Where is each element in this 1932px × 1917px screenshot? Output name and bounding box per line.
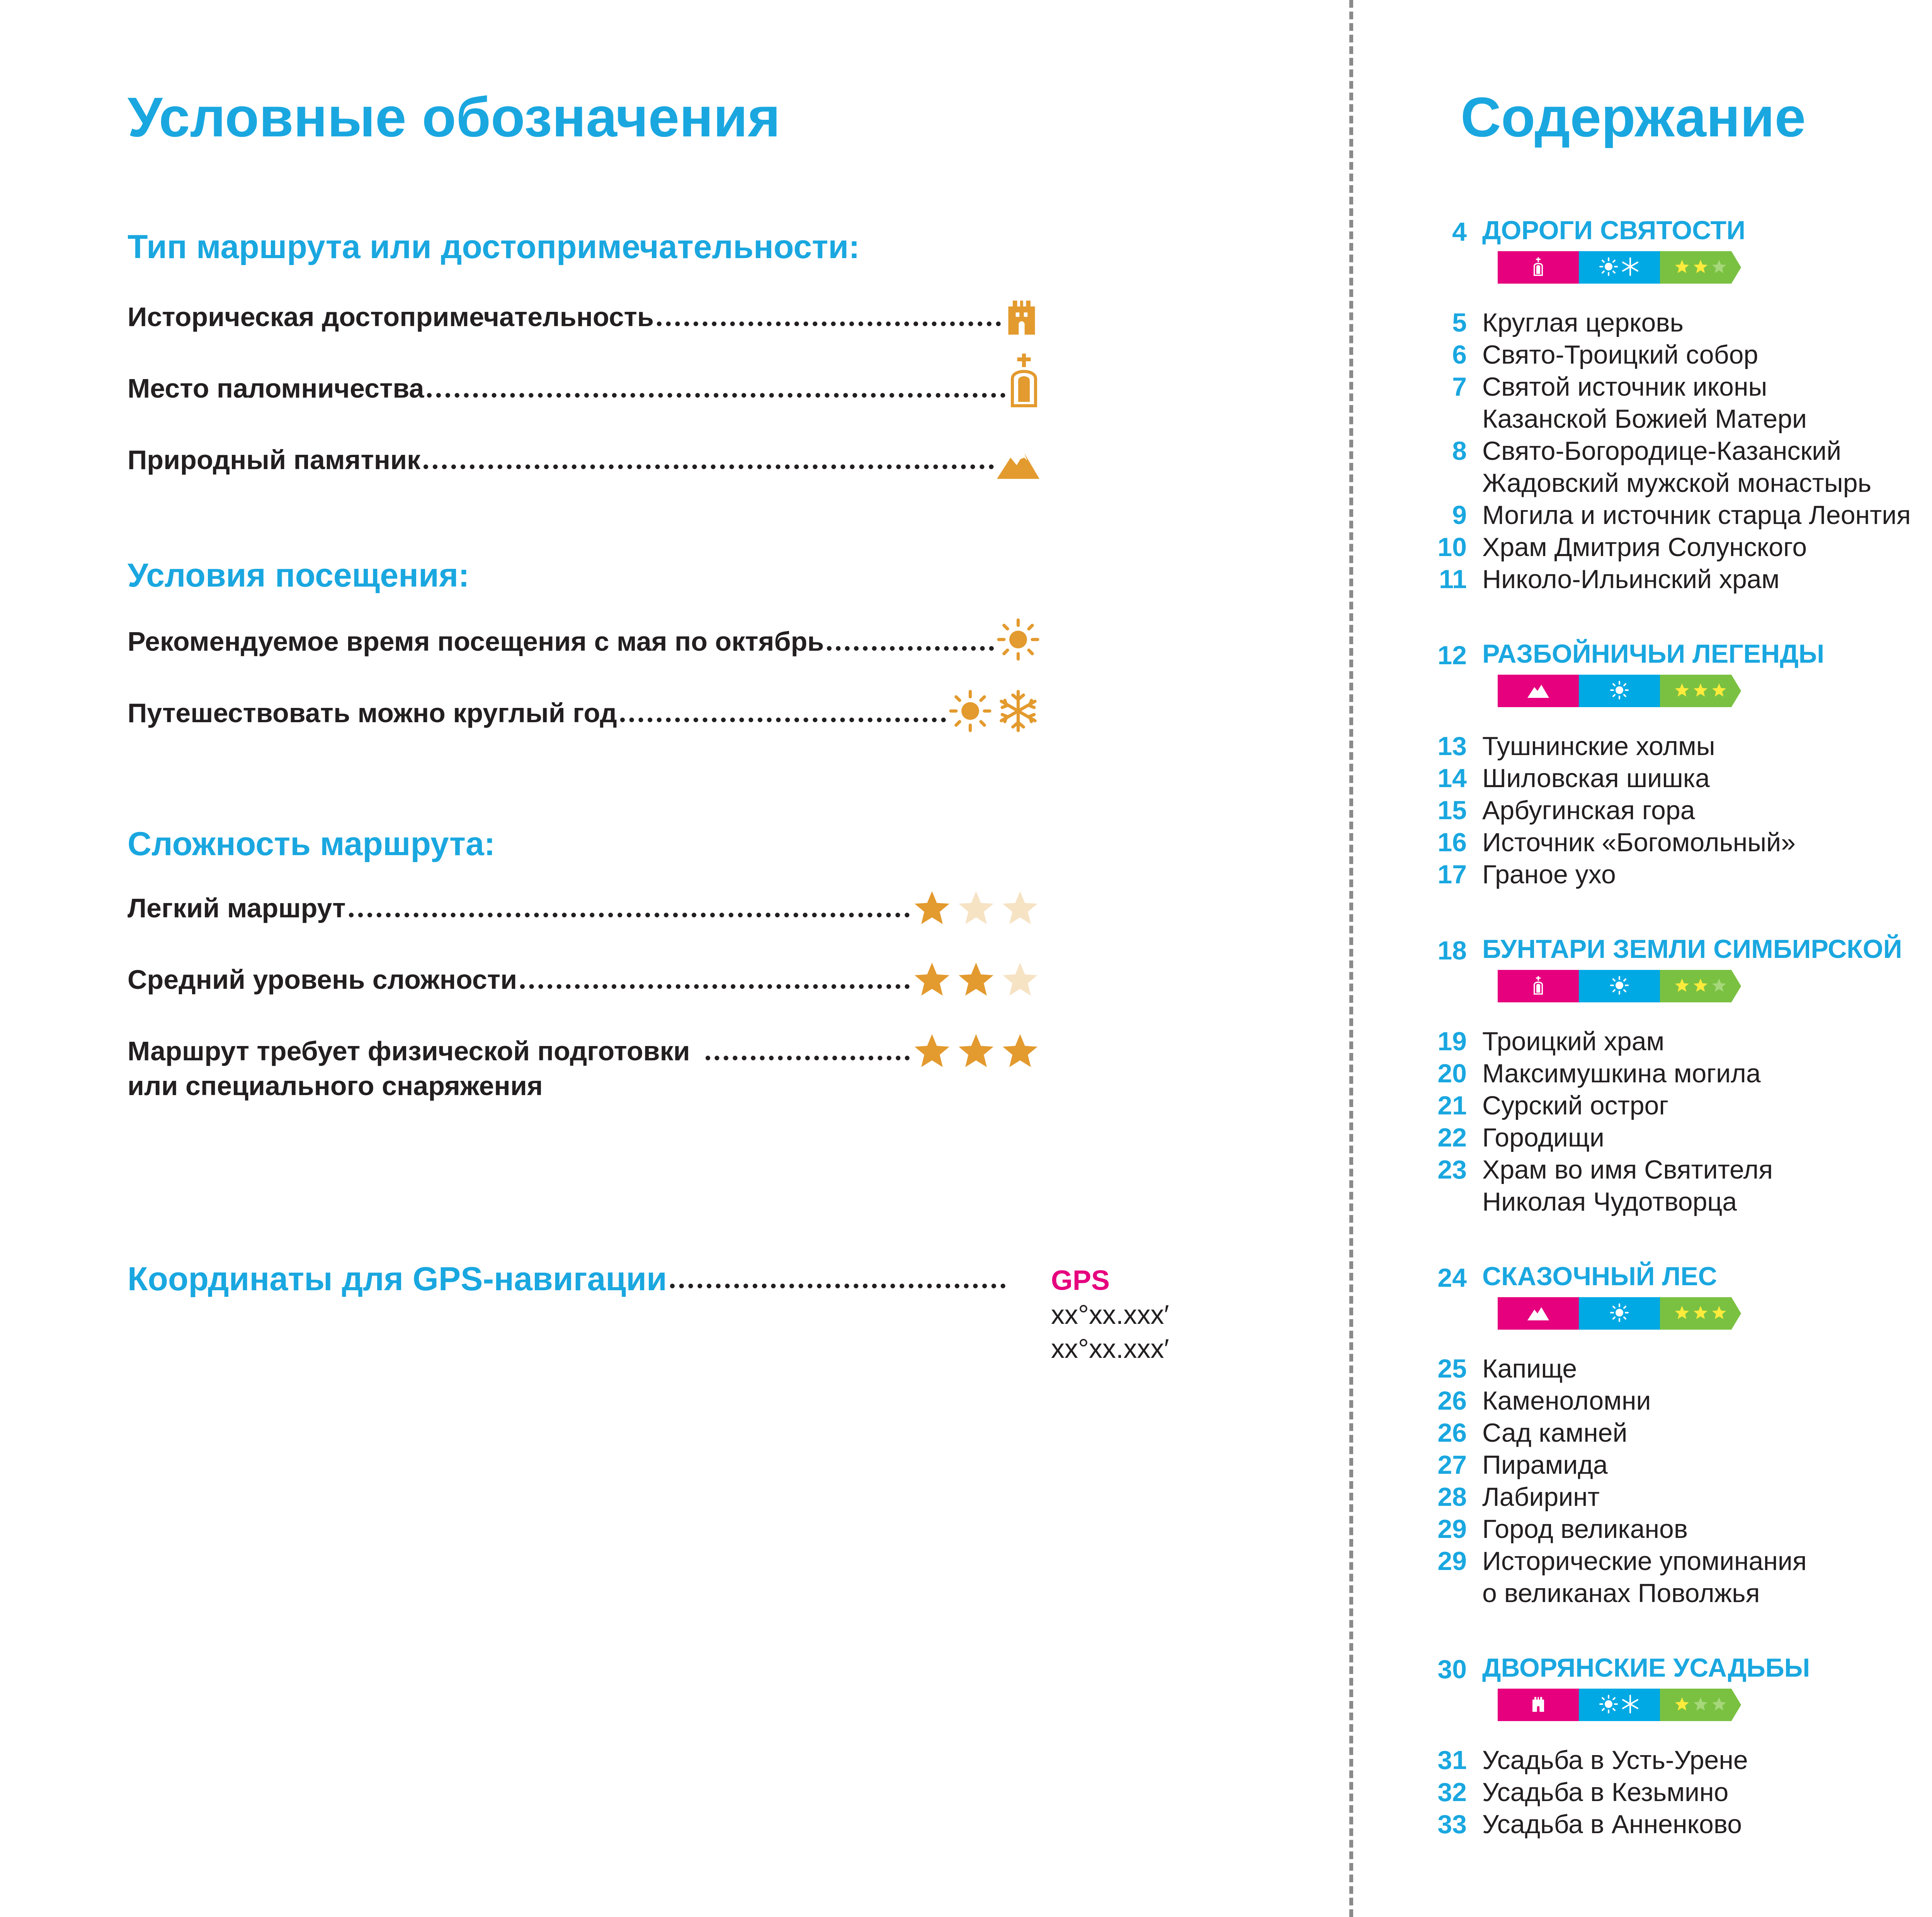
toc-item-page: 5 — [1452, 308, 1467, 337]
toc-item-title: Круглая церковь — [1482, 308, 1684, 337]
legend-row-gps — [128, 1260, 1039, 1298]
gps-line-2: xx°xx.xxx′ — [1051, 1334, 1169, 1364]
toc-item-title: Шиловская шишка — [1482, 764, 1710, 793]
toc-item[interactable] — [1437, 1154, 1932, 1186]
leader-dots — [827, 646, 994, 651]
toc-section-title: РАЗБОЙНИЧЬИ ЛЕГЕНДЫ — [1482, 639, 1825, 668]
toc-item-title: Свято-Троицкий собор — [1482, 340, 1759, 369]
toc-item-title: Источник «Богомольный» — [1482, 828, 1796, 857]
star-icon — [1674, 682, 1690, 700]
mountain-icon — [1527, 682, 1549, 700]
toc-item[interactable] — [1437, 1090, 1932, 1122]
sun-snowflake-icon — [949, 690, 1039, 732]
toc-item-page: 25 — [1437, 1354, 1467, 1383]
legend-label: Легкий маршрут — [128, 893, 346, 923]
toc-item-page: 15 — [1437, 796, 1467, 825]
leader-dots — [706, 1056, 910, 1060]
legend-label: Место паломничества — [128, 373, 424, 403]
toc-item-title: Усадьба в Усть-Урене — [1482, 1745, 1748, 1775]
gps-tag: GPS — [1051, 1265, 1110, 1296]
route-badges — [1498, 1689, 1932, 1721]
toc-item-title: Храм во имя Святителя — [1482, 1155, 1773, 1184]
difficulty-badge — [1660, 1689, 1741, 1721]
toc-item-title: Сад камней — [1482, 1418, 1628, 1448]
toc-item[interactable] — [1437, 859, 1932, 891]
visit-conditions-heading: Условия посещения: — [128, 557, 469, 594]
toc-item[interactable] — [1437, 1026, 1932, 1058]
toc-item-title: Максимушкина могила — [1482, 1059, 1761, 1088]
toc-item-page: 23 — [1437, 1155, 1467, 1184]
page-divider — [1349, 0, 1353, 1917]
mountain-icon — [997, 448, 1039, 479]
toc-item[interactable] — [1437, 307, 1932, 339]
stars-icon — [913, 960, 1039, 999]
legend-label: Маршрут требует физической подготовки — [128, 1036, 690, 1066]
star-icon — [1711, 978, 1727, 995]
toc-item-title: Городищи — [1482, 1123, 1604, 1152]
season-badge — [1579, 251, 1660, 284]
toc-item-title: Лабиринт — [1482, 1482, 1600, 1512]
route-type-badge — [1498, 970, 1579, 1002]
toc-item-page: 17 — [1437, 860, 1467, 889]
toc-section — [1437, 214, 1932, 595]
sun-icon — [1599, 1695, 1618, 1715]
star-icon — [1674, 1305, 1690, 1322]
toc-section-heading[interactable] — [1437, 214, 1932, 251]
toc-item-title: Тушнинские холмы — [1482, 731, 1715, 761]
toc-item[interactable] — [1437, 1417, 1932, 1449]
star-icon — [1693, 1305, 1708, 1322]
toc-item-title: Николая Чудотворца — [1482, 1187, 1737, 1216]
legend-row-easy — [128, 889, 1039, 927]
difficulty-badge — [1660, 251, 1741, 284]
legend-row-summer — [128, 622, 1039, 661]
legend-label: Рекомендуемое время посещения с мая по октябрь — [128, 626, 824, 657]
toc-item-title: Город великанов — [1482, 1514, 1688, 1544]
star-icon — [1693, 682, 1708, 700]
contents-page-title: Содержание — [1461, 86, 1806, 148]
toc-item-page: 11 — [1439, 565, 1467, 594]
toc-item[interactable] — [1437, 827, 1932, 859]
toc-section-title: ДВОРЯНСКИЕ УСАДЬБЫ — [1482, 1653, 1810, 1682]
toc-item[interactable] — [1437, 371, 1932, 403]
difficulty-badge — [1660, 1297, 1741, 1330]
toc-column-1 — [1437, 214, 1932, 1883]
toc-item-page: 27 — [1437, 1450, 1467, 1480]
route-type-heading: Тип маршрута или достопримечательности: — [128, 228, 860, 265]
toc-item-title: о великанах Поволжья — [1482, 1579, 1760, 1608]
toc-item-title: Капище — [1482, 1354, 1577, 1383]
legend-label: Средний уровень сложности — [128, 964, 517, 995]
route-badges — [1498, 251, 1932, 284]
toc-item-page: 29 — [1437, 1514, 1467, 1544]
leader-dots — [427, 393, 1005, 398]
toc-item-list — [1437, 730, 1932, 891]
toc-item-list — [1437, 1744, 1932, 1840]
toc-item-page: 13 — [1437, 731, 1467, 761]
toc-item-page: 22 — [1437, 1123, 1467, 1152]
toc-item-page: 32 — [1437, 1778, 1467, 1807]
toc-item-title: Свято-Богородице-Казанский — [1482, 436, 1842, 466]
toc-item-page: 31 — [1437, 1745, 1467, 1775]
toc-item-title: Святой источник иконы — [1482, 372, 1767, 401]
toc-item-page: 14 — [1437, 764, 1467, 793]
church-icon — [1009, 354, 1039, 408]
toc-item[interactable] — [1437, 1385, 1932, 1417]
star-icon — [1693, 259, 1708, 276]
toc-item[interactable] — [1437, 1577, 1932, 1609]
route-type-badge — [1498, 1689, 1579, 1721]
star-icon — [1711, 259, 1727, 276]
legend-page-title: Условные обозначения — [128, 86, 781, 148]
sun-icon — [1610, 1303, 1629, 1324]
gps-coordinates — [1051, 1264, 1169, 1366]
stars-icon — [913, 889, 1039, 927]
star-icon — [1693, 1696, 1708, 1714]
toc-item[interactable] — [1437, 339, 1932, 371]
leader-dots — [520, 984, 910, 989]
toc-item-title: Арбугинская гора — [1482, 796, 1695, 825]
route-badges — [1498, 970, 1932, 1002]
toc-item-list — [1437, 307, 1932, 595]
toc-item-page: 26 — [1437, 1386, 1467, 1415]
toc-item-list — [1437, 1026, 1932, 1218]
leader-dots — [670, 1284, 1005, 1288]
toc-item[interactable] — [1437, 467, 1932, 499]
toc-item[interactable] — [1437, 1545, 1932, 1577]
toc-item[interactable] — [1437, 1186, 1932, 1218]
toc-item[interactable] — [1437, 1481, 1932, 1513]
sun-icon — [1610, 681, 1629, 701]
toc-item[interactable] — [1437, 1744, 1932, 1776]
toc-section-page: 4 — [1452, 217, 1467, 247]
stars-icon — [913, 1032, 1039, 1070]
gps-label: Координаты для GPS-навигации — [128, 1260, 667, 1298]
toc-item-page — [1437, 403, 1482, 435]
sun-icon — [1599, 257, 1618, 278]
legend-label: Путешествовать можно круглый год — [128, 698, 617, 728]
snowflake-icon — [1621, 257, 1639, 278]
legend-row-all-year — [128, 694, 1039, 732]
leader-dots — [349, 913, 910, 917]
toc-item-page: 21 — [1437, 1091, 1467, 1120]
route-type-badge — [1498, 675, 1579, 707]
star-icon — [1711, 682, 1727, 700]
toc-item-title: Граное ухо — [1482, 860, 1616, 889]
toc-item[interactable] — [1437, 499, 1932, 531]
toc-item-title: Усадьба в Кезьмино — [1482, 1778, 1729, 1807]
toc-section-page: 30 — [1437, 1655, 1467, 1684]
toc-section-page: 24 — [1437, 1263, 1467, 1293]
toc-section — [1437, 1652, 1932, 1840]
toc-item-page: 26 — [1437, 1418, 1467, 1448]
snowflake-icon — [1621, 1695, 1639, 1715]
season-badge — [1579, 675, 1660, 707]
toc-item-title: Николо-Ильинский храм — [1482, 565, 1780, 594]
toc-item-title: Храм Дмитрия Солунского — [1482, 532, 1807, 562]
route-type-badge — [1498, 1297, 1579, 1330]
toc-item-page: 10 — [1437, 532, 1467, 562]
toc-item-page: 6 — [1452, 340, 1467, 369]
route-badges — [1498, 675, 1932, 707]
toc-item-title: Сурский острог — [1482, 1091, 1669, 1120]
star-icon — [1711, 1305, 1727, 1322]
route-badges — [1498, 1297, 1932, 1330]
toc-item[interactable] — [1437, 1122, 1932, 1154]
toc-item-page: 19 — [1437, 1027, 1467, 1056]
toc-item[interactable] — [1437, 531, 1932, 563]
toc-item[interactable] — [1437, 1353, 1932, 1385]
toc-section-title: ДОРОГИ СВЯТОСТИ — [1482, 216, 1745, 245]
toc-item-page: 20 — [1437, 1059, 1467, 1088]
toc-item-title: Жадовский мужской монастырь — [1482, 468, 1872, 498]
legend-label: Природный памятник — [128, 445, 421, 475]
toc-item[interactable] — [1437, 730, 1932, 762]
toc-section-title: СКАЗОЧНЫЙ ЛЕС — [1482, 1262, 1717, 1291]
star-icon — [1693, 978, 1708, 995]
toc-item-page: 8 — [1452, 436, 1467, 466]
toc-item[interactable] — [1437, 403, 1932, 435]
toc-item-page — [1437, 1577, 1482, 1609]
star-icon — [1674, 1696, 1690, 1714]
fortress-icon — [1004, 298, 1039, 336]
toc-section — [1437, 1260, 1932, 1609]
toc-section-title: БУНТАРИ ЗЕМЛИ СИМБИРСКОЙ — [1482, 934, 1902, 964]
toc-item-page: 16 — [1437, 828, 1467, 857]
toc-item-page: 28 — [1437, 1482, 1467, 1512]
toc-section-heading[interactable] — [1437, 1260, 1932, 1297]
toc-section-heading[interactable] — [1437, 933, 1932, 970]
church-icon — [1532, 976, 1544, 997]
leader-dots — [620, 718, 946, 722]
legend-row-hard — [128, 1032, 1039, 1070]
toc-item[interactable] — [1437, 1808, 1932, 1840]
star-icon — [1711, 1696, 1727, 1714]
star-icon — [1674, 978, 1690, 995]
church-icon — [1532, 257, 1544, 278]
toc-item[interactable] — [1437, 1449, 1932, 1481]
mountain-icon — [1527, 1305, 1549, 1322]
toc-item-page: 7 — [1452, 372, 1467, 401]
toc-item[interactable] — [1437, 762, 1932, 794]
toc-item-title: Исторические упоминания — [1482, 1546, 1807, 1576]
toc-item-page: 29 — [1437, 1546, 1467, 1576]
toc-item[interactable] — [1437, 435, 1932, 467]
toc-section — [1437, 933, 1932, 1218]
toc-item-page — [1437, 1186, 1482, 1218]
difficulty-heading: Сложность маршрута: — [128, 825, 495, 862]
toc-item-title: Усадьба в Анненково — [1482, 1810, 1742, 1839]
toc-section-heading[interactable] — [1437, 1652, 1932, 1689]
season-badge — [1579, 1689, 1660, 1721]
legend-row-medium — [128, 960, 1039, 999]
toc-section-heading[interactable] — [1437, 638, 1932, 675]
route-type-badge — [1498, 251, 1579, 284]
toc-item[interactable] — [1437, 563, 1932, 595]
gps-line-1: xx°xx.xxx′ — [1051, 1300, 1169, 1330]
fortress-icon — [1531, 1696, 1546, 1715]
toc-item-title: Казанской Божией Матери — [1482, 404, 1807, 434]
season-badge — [1579, 1297, 1660, 1330]
toc-section-page: 18 — [1437, 936, 1467, 965]
sun-icon — [1610, 976, 1629, 997]
toc-item[interactable] — [1437, 1513, 1932, 1545]
legend-row-nature — [128, 441, 1039, 479]
toc-item[interactable] — [1437, 1776, 1932, 1808]
toc-item-title: Пирамида — [1482, 1450, 1608, 1480]
legend-label-line2: или специального снаряжения — [128, 1071, 543, 1101]
leader-dots — [657, 321, 1001, 326]
legend-label: Историческая достопримечательность — [128, 302, 654, 332]
star-icon — [1674, 259, 1690, 276]
legend-row-pilgrimage — [128, 369, 1039, 408]
toc-item[interactable] — [1437, 1058, 1932, 1090]
toc-item-list — [1437, 1353, 1932, 1609]
legend-row-historic — [128, 298, 1039, 336]
toc-item-title: Могила и источник старца Леонтия — [1482, 500, 1911, 530]
toc-item-page — [1437, 467, 1482, 499]
toc-section-page: 12 — [1437, 641, 1467, 670]
toc-item[interactable] — [1437, 794, 1932, 827]
leader-dots — [423, 464, 994, 469]
difficulty-badge — [1660, 970, 1741, 1002]
toc-section — [1437, 638, 1932, 891]
season-badge — [1579, 970, 1660, 1002]
toc-item-page: 9 — [1452, 500, 1467, 530]
toc-item-title: Троицкий храм — [1482, 1027, 1665, 1056]
sun-icon — [997, 618, 1039, 661]
difficulty-badge — [1660, 675, 1741, 707]
toc-item-title: Каменоломни — [1482, 1386, 1651, 1415]
toc-item-page: 33 — [1437, 1810, 1467, 1839]
